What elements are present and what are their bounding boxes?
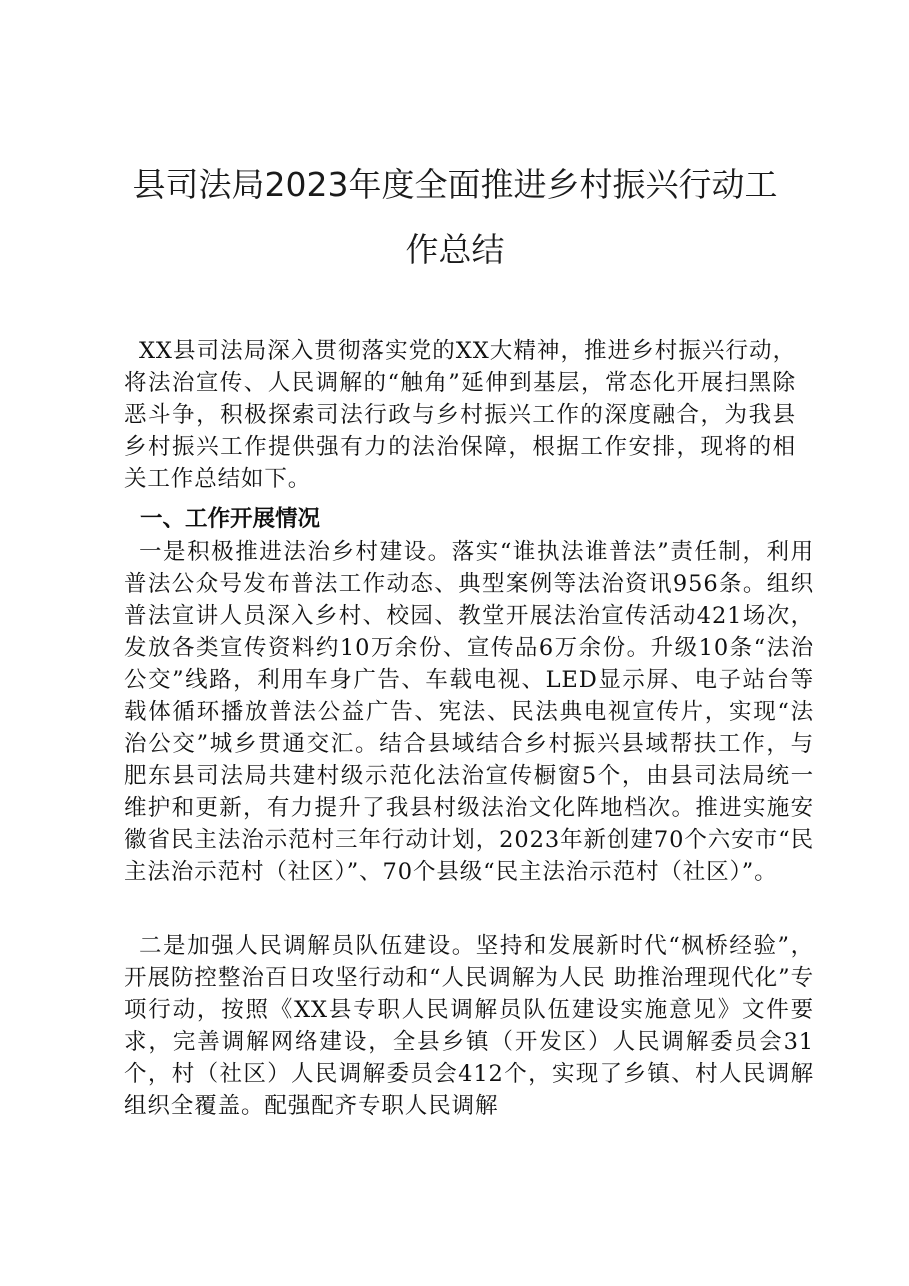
document-title-line-2: 作总结 <box>405 230 505 269</box>
section-paragraph-2: 二是加强人民调解员队伍建设。坚持和发展新时代“枫桥经验”，开展防控整治百日攻坚行动和“人民调解为人民 助推治理现代化”专项行动，按照《XX县专职人民调解员队伍建设实施意见》文件要求，完善调解网络建设，全县乡镇（开发区）人民调解委员会31个，村（社区）人民调解委员会412个，实现了乡镇、村人民调解组织全覆盖。配强配齐专职人民调解 <box>124 933 814 1119</box>
section-paragraph-1: 一是积极推进法治乡村建设。落实“谁执法谁普法”责任制，利用普法公众号发布普法工作动态、典型案例等法治资讯956条。组织普法宣讲人员深入乡村、校园、教堂开展法治宣传活动421场次，发放各类宣传资料约10万余份、宣传品6万余份。升级10条“法治公交”线路，利用车身广告、车载电视、LED显示屏、电子站台等载体循环播放普法公益广告、宪法、民法典电视宣传片，实现“法治公交”城乡贯通交汇。结合县域结合乡村振兴县域帮扶工作，与肥东县司法局共建村级示范化法治宣传橱窗5个，由县司法局统一维护和更新，有力提升了我县村级法治文化阵地档次。推进实施安徽省民主法治示范村三年行动计划，2023年新创建70个六安市“民主法治示范村（社区）”、70个县级“民主法治示范村（社区）”。 <box>124 539 814 885</box>
intro-paragraph: XX县司法局深入贯彻落实党的XX大精神，推进乡村振兴行动，将法治宣传、人民调解的“触角”延伸到基层，常态化开展扫黑除恶斗争，积极探索司法行政与乡村振兴工作的深度融合，为我县乡村振兴工作提供强有力的法治保障，根据工作安排，现将的相关工作总结如下。 <box>124 338 796 492</box>
section-heading: 一、工作开展情况 <box>140 506 321 532</box>
document-title-line-1: 县司法局2023年度全面推进乡村振兴行动工 <box>132 165 778 204</box>
